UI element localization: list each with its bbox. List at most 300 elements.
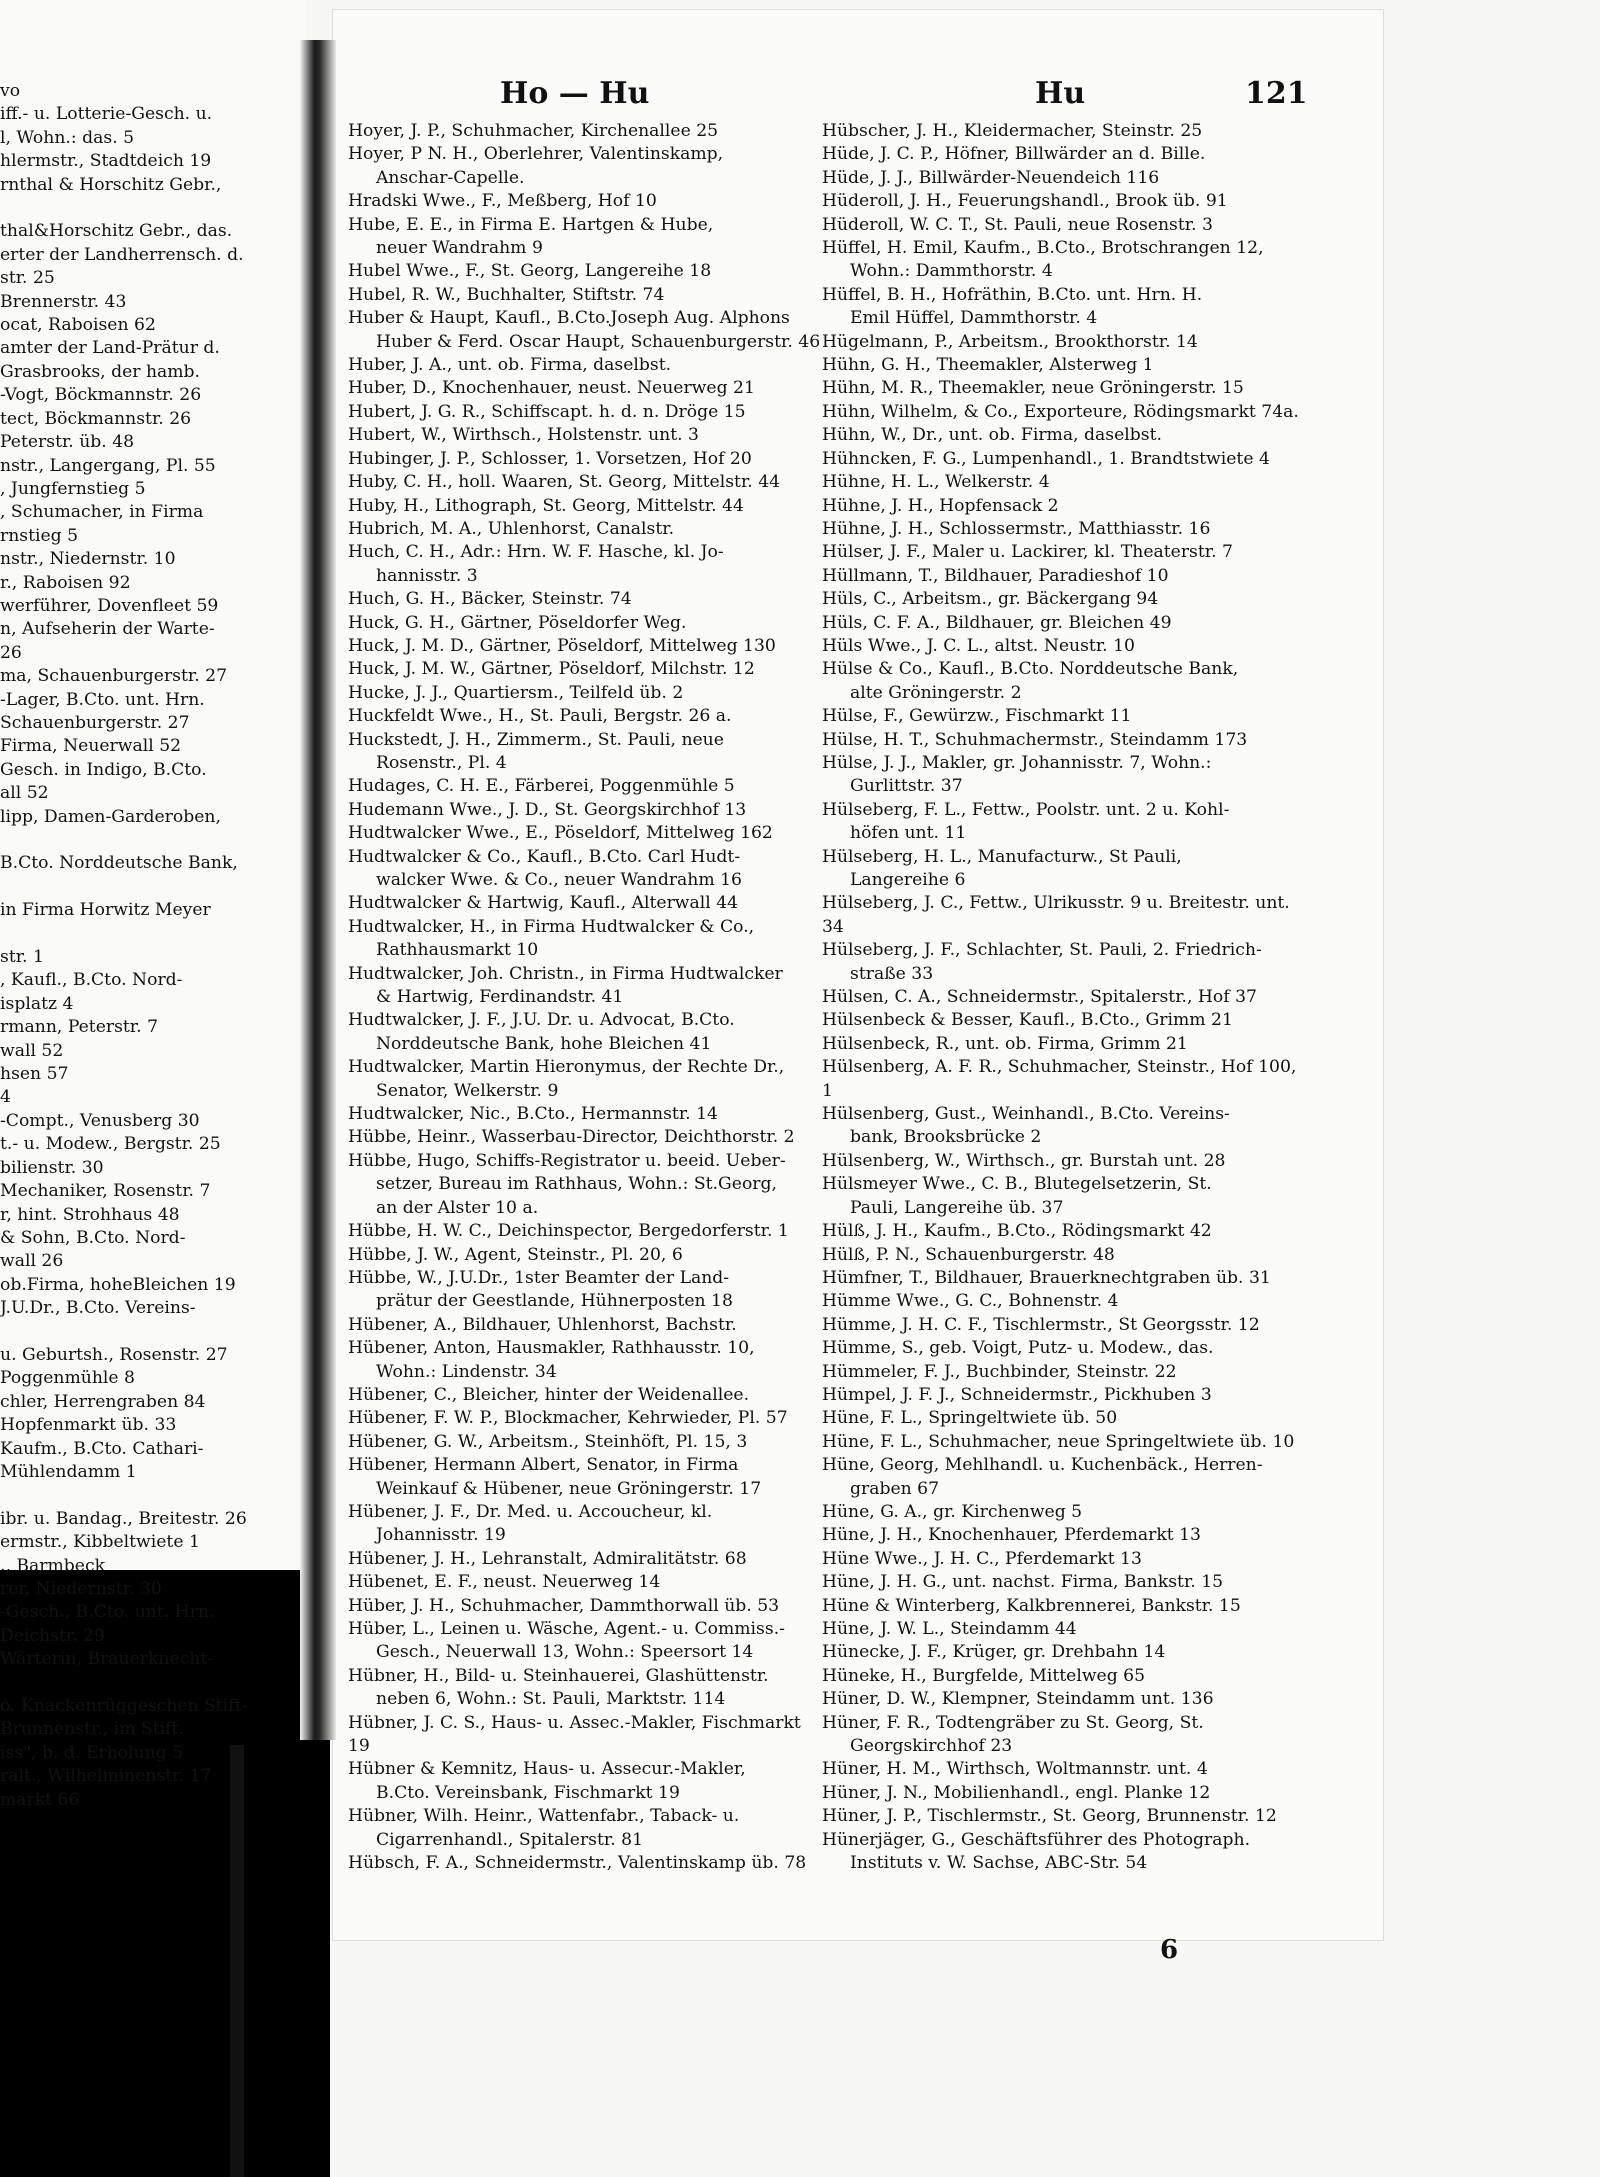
- directory-column-right: [822, 120, 1302, 1875]
- fragment-line: -Compt., Venusberg 30: [0, 1110, 200, 1131]
- directory-entry: [348, 260, 823, 283]
- entry-line: Hülsmeyer Wwe., C. B., Blutegelsetzerin, St.: [822, 1174, 1212, 1195]
- directory-entry: [348, 354, 823, 377]
- fragment-line: rnstieg 5: [0, 525, 79, 546]
- entry-line: Hühn, Wilhelm, & Co., Exporteure, Rödingsmarkt 74a.: [822, 401, 1299, 422]
- entry-line: Hudtwalcker, H., in Firma Hudtwalcker & Co.,: [348, 916, 755, 937]
- entry-line: Hülseberg, H. L., Manufacturw., St Pauli,: [822, 846, 1182, 867]
- fragment-line: -Lager, B.Cto. unt. Hrn.: [0, 689, 205, 710]
- entry-line: Hühn, M. R., Theemakler, neue Gröningerstr. 15: [822, 378, 1244, 399]
- entry-continuation: & Hartwig, Ferdinandstr. 41: [376, 987, 624, 1008]
- fragment-line: wall 52: [0, 1040, 64, 1061]
- book-gutter: [300, 40, 336, 1740]
- directory-entry: [348, 1805, 823, 1852]
- entry-continuation: bank, Brooksbrücke 2: [850, 1127, 1042, 1148]
- entry-line: Hülsenbeck, R., unt. ob. Firma, Grimm 21: [822, 1033, 1188, 1054]
- directory-entry: [348, 1056, 823, 1103]
- entry-line: Hülsenberg, A. F. R., Schuhmacher, Steinstr., Hof 100, 1: [822, 1057, 1302, 1101]
- entry-line: Hüne Wwe., J. H. C., Pferdemarkt 13: [822, 1548, 1142, 1569]
- directory-entry: [822, 752, 1302, 799]
- fragment-line: all 52: [0, 783, 49, 804]
- directory-entry: [822, 986, 1302, 1009]
- directory-entry: [348, 799, 823, 822]
- entry-continuation: Langereihe 6: [850, 870, 966, 890]
- entry-line: Hudtwalcker, Nic., B.Cto., Hermannstr. 14: [348, 1104, 718, 1125]
- entry-line: Hoyer, J. P., Schuhmacher, Kirchenallee 25: [348, 121, 719, 141]
- entry-continuation: Rosenstr., Pl. 4: [376, 752, 507, 773]
- entry-line: Hünerjäger, G., Geschäftsführer des Photograph.: [822, 1829, 1251, 1850]
- entry-continuation: Pauli, Langereihe üb. 37: [850, 1197, 1064, 1218]
- directory-entry: [348, 1103, 823, 1126]
- directory-entry: [822, 658, 1302, 705]
- running-head-right: Hu: [1035, 76, 1086, 111]
- directory-entry: [348, 541, 823, 588]
- directory-entry: [348, 401, 823, 424]
- directory-entry: [822, 120, 1302, 143]
- entry-continuation: Johannisstr. 19: [376, 1525, 506, 1546]
- directory-entry: [348, 588, 823, 611]
- entry-line: Hülse, H. T., Schuhmachermstr., Steindamm 173: [822, 729, 1248, 750]
- fragment-line: J.U.Dr., B.Cto. Vereins-: [0, 1298, 196, 1319]
- fragment-line: ob.Firma, hoheBleichen 19: [0, 1274, 236, 1295]
- entry-line: Hübener, Anton, Hausmakler, Rathhausstr. 10,: [348, 1338, 755, 1359]
- fragment-line: [0, 1321, 300, 1344]
- fragment-line: Grasbrooks, der hamb.: [0, 361, 201, 382]
- directory-entry: [822, 1454, 1302, 1501]
- entry-line: Huckfeldt Wwe., H., St. Pauli, Bergstr. 26 a.: [348, 706, 732, 727]
- fragment-line: ibr. u. Bandag., Breitestr. 26: [0, 1508, 247, 1529]
- entry-continuation: Gesch., Neuerwall 13, Wohn.: Speersort 14: [376, 1642, 754, 1663]
- fragment-line: Peterstr. üb. 48: [0, 432, 135, 453]
- directory-entry: [348, 1150, 823, 1220]
- entry-continuation: B.Cto. Vereinsbank, Fischmarkt 19: [376, 1782, 680, 1803]
- entry-line: Hülß, J. H., Kaufm., B.Cto., Rödingsmarkt 42: [822, 1221, 1212, 1242]
- directory-entry: [822, 214, 1302, 237]
- entry-line: Hübener, A., Bildhauer, Uhlenhorst, Bachstr.: [348, 1314, 737, 1335]
- fragment-line: bilienstr. 30: [0, 1157, 104, 1178]
- entry-continuation: Rathhausmarkt 10: [376, 940, 539, 961]
- entry-continuation: Wohn.: Lindenstr. 34: [376, 1361, 557, 1382]
- directory-entry: [822, 588, 1302, 611]
- entry-line: Hüner, J. P., Tischlermstr., St. Georg, Brunnenstr. 12: [822, 1806, 1277, 1827]
- directory-entry: [348, 658, 823, 681]
- directory-entry: [822, 635, 1302, 658]
- directory-entry: [348, 1712, 823, 1759]
- entry-line: Hübener, Hermann Albert, Senator, in Firma: [348, 1455, 739, 1476]
- entry-line: Huck, J. M. W., Gärtner, Pöseldorf, Milchstr. 12: [348, 659, 755, 680]
- entry-line: Hüne, G. A., gr. Kirchenweg 5: [822, 1501, 1083, 1522]
- entry-continuation: setzer, Bureau im Rathhaus, Wohn.: St.Georg,: [376, 1174, 777, 1195]
- fragment-line: lipp, Damen-Garderoben,: [0, 806, 221, 827]
- entry-line: Hümme Wwe., G. C., Bohnenstr. 4: [822, 1291, 1119, 1312]
- fragment-line: -Gesch., B.Cto. unt. Hrn.: [0, 1602, 215, 1623]
- entry-line: Hüls, C., Arbeitsm., gr. Bäckergang 94: [822, 589, 1159, 610]
- running-head-left: Ho — Hu: [500, 76, 650, 111]
- entry-line: Hülsenberg, Gust., Weinhandl., B.Cto. Vereins-: [822, 1104, 1230, 1125]
- directory-entry: [822, 1361, 1302, 1384]
- fragment-line: rnthal & Horschitz Gebr.,: [0, 174, 222, 195]
- entry-line: Hübener, C., Bleicher, hinter der Weidenallee.: [348, 1384, 750, 1405]
- directory-entry: [348, 1431, 823, 1454]
- fragment-line: vo: [0, 81, 21, 101]
- directory-entry: [822, 846, 1302, 893]
- entry-line: Hüde, J. C. P., Höfner, Billwärder an d. Bille.: [822, 144, 1206, 165]
- entry-line: Hübener, G. W., Arbeitsm., Steinhöft, Pl. 15, 3: [348, 1431, 748, 1452]
- directory-entry: [348, 1595, 823, 1618]
- entry-line: Hümmeler, F. J., Buchbinder, Steinstr. 22: [822, 1361, 1177, 1382]
- entry-line: Hudtwalcker, J. F., J.U. Dr. u. Advocat, B.Cto.: [348, 1010, 735, 1031]
- entry-line: Hübscher, J. H., Kleidermacher, Steinstr. 25: [822, 121, 1203, 141]
- fragment-line: B.Cto. Norddeutsche Bank,: [0, 853, 238, 874]
- entry-line: Hubinger, J. P., Schlosser, 1. Vorsetzen, Hof 20: [348, 448, 752, 469]
- directory-entry: [348, 1220, 823, 1243]
- directory-entry: [348, 377, 823, 400]
- entry-line: Hübener, F. W. P., Blockmacher, Kehrwieder, Pl. 57: [348, 1408, 788, 1429]
- directory-entry: [348, 471, 823, 494]
- entry-continuation: walcker Wwe. & Co., neuer Wandrahm 16: [376, 870, 742, 890]
- directory-entry: [348, 120, 823, 143]
- entry-line: Hüner, H. M., Wirthsch, Woltmannstr. unt. 4: [822, 1759, 1208, 1780]
- directory-entry: [822, 1688, 1302, 1711]
- entry-continuation: Instituts v. W. Sachse, ABC-Str. 54: [850, 1853, 1148, 1874]
- entry-line: Hübener, J. H., Lehranstalt, Admiralitätstr. 68: [348, 1548, 747, 1569]
- directory-entry: [822, 1033, 1302, 1056]
- fragment-line: l, Wohn.: das. 5: [0, 127, 135, 148]
- entry-line: Huber & Haupt, Kaufl., B.Cto.Joseph Aug. Alphons: [348, 308, 790, 329]
- directory-entry: [348, 424, 823, 447]
- directory-entry: [822, 448, 1302, 471]
- entry-line: Hüne & Winterberg, Kalkbrennerei, Bankstr. 15: [822, 1595, 1241, 1616]
- fragment-line: Mühlendamm 1: [0, 1461, 137, 1482]
- fragment-line: Mechaniker, Rosenstr. 7: [0, 1181, 211, 1202]
- directory-entry: [822, 1501, 1302, 1524]
- directory-entry: [348, 1618, 823, 1665]
- fragment-line: Hopfenmarkt üb. 33: [0, 1415, 177, 1436]
- directory-entry: [822, 1665, 1302, 1688]
- entry-continuation: hannisstr. 3: [376, 565, 478, 586]
- directory-entry: [348, 963, 823, 1010]
- directory-entry: [822, 1220, 1302, 1243]
- fragment-line: str. 25: [0, 268, 55, 289]
- entry-line: Hüner, J. N., Mobilienhandl., engl. Planke 12: [822, 1782, 1211, 1803]
- directory-entry: [348, 1126, 823, 1149]
- entry-line: Hüber, L., Leinen u. Wäsche, Agent.- u. Commiss.-: [348, 1619, 785, 1639]
- entry-line: Hübbe, W., J.U.Dr., 1ster Beamter der Land-: [348, 1267, 730, 1288]
- directory-column-left: [348, 120, 823, 1875]
- entry-line: Hübner, J. C. S., Haus- u. Assec.-Makler, Fischmarkt 19: [348, 1712, 807, 1757]
- entry-line: Huby, H., Lithograph, St. Georg, Mittelstr. 44: [348, 495, 744, 516]
- directory-entry: [822, 1571, 1302, 1594]
- entry-line: Hühncken, F. G., Lumpenhandl., 1. Brandtstwiete 4: [822, 448, 1270, 469]
- entry-line: Hümme, S., geb. Voigt, Putz- u. Modew., das.: [822, 1338, 1214, 1359]
- entry-line: Huch, G. H., Bäcker, Steinstr. 74: [348, 589, 632, 610]
- directory-entry: [348, 892, 823, 915]
- directory-entry: [822, 541, 1302, 564]
- entry-line: Hüls, C. F. A., Bildhauer, gr. Bleichen 49: [822, 612, 1172, 633]
- fragment-line: hlermstr., Stadtdeich 19: [0, 151, 212, 172]
- fragment-line: 4: [0, 1087, 11, 1108]
- directory-entry: [348, 1384, 823, 1407]
- fragment-line: Gesch. in Indigo, B.Cto.: [0, 759, 207, 780]
- directory-entry: [822, 1641, 1302, 1664]
- directory-entry: [822, 471, 1302, 494]
- entry-continuation: graben 67: [850, 1478, 940, 1499]
- fragment-line: [0, 829, 300, 852]
- directory-entry: [822, 1805, 1302, 1828]
- entry-continuation: alte Gröningerstr. 2: [850, 682, 1022, 703]
- entry-continuation: höfen unt. 11: [850, 823, 967, 844]
- entry-line: Hülsen, C. A., Schneidermstr., Spitalerstr., Hof 37: [822, 987, 1257, 1008]
- fragment-line: , Jungfernstieg 5: [0, 478, 146, 499]
- entry-line: Hüne, J. H. G., unt. nachst. Firma, Bankstr. 15: [822, 1572, 1224, 1593]
- entry-line: Hülsenberg, W., Wirthsch., gr. Burstah unt. 28: [822, 1150, 1226, 1171]
- entry-line: Hüne, J. H., Knochenhauer, Pferdemarkt 13: [822, 1525, 1201, 1546]
- directory-entry: [348, 1665, 823, 1712]
- fragment-line: & Sohn, B.Cto. Nord-: [0, 1227, 186, 1248]
- fragment-line: o. Knackenrüggeschen Stift-: [0, 1696, 248, 1717]
- entry-line: Hübner, Wilh. Heinr., Wattenfabr., Taback- u.: [348, 1806, 740, 1827]
- directory-entry: [822, 1150, 1302, 1173]
- directory-entry: [822, 1829, 1302, 1876]
- directory-entry: [822, 729, 1302, 752]
- directory-entry: [822, 1384, 1302, 1407]
- fragment-line: in Firma Horwitz Meyer: [0, 900, 211, 921]
- directory-entry: [822, 331, 1302, 354]
- directory-entry: [348, 682, 823, 705]
- entry-continuation: prätur der Geestlande, Hühnerposten 18: [376, 1291, 733, 1312]
- entry-line: Hüneke, H., Burgfelde, Mittelweg 65: [822, 1665, 1146, 1686]
- directory-entry: [822, 892, 1302, 939]
- directory-entry: [822, 1056, 1302, 1103]
- entry-line: Hudages, C. H. E., Färberei, Poggenmühle 5: [348, 776, 735, 797]
- entry-line: Hüne, Georg, Mehlhandl. u. Kuchenbäck., Herren-: [822, 1455, 1263, 1476]
- entry-line: Hühn, W., Dr., unt. ob. Firma, daselbst.: [822, 425, 1162, 446]
- directory-entry: [348, 143, 823, 190]
- directory-entry: [348, 1758, 823, 1805]
- directory-entry: [348, 705, 823, 728]
- entry-line: Hüber, J. H., Schuhmacher, Dammthorwall üb. 53: [348, 1595, 780, 1616]
- entry-line: Huch, C. H., Adr.: Hrn. W. F. Hasche, kl. Jo-: [348, 542, 724, 563]
- fragment-line: Kaufm., B.Cto. Cathari-: [0, 1438, 204, 1459]
- entry-line: Hülse, F., Gewürzw., Fischmarkt 11: [822, 706, 1132, 727]
- fragment-line: Brennerstr. 43: [0, 291, 127, 312]
- directory-entry: [822, 1618, 1302, 1641]
- entry-continuation: Emil Hüffel, Dammthorstr. 4: [850, 308, 1098, 329]
- entry-line: Hügelmann, P., Arbeitsm., Brookthorstr. 14: [822, 331, 1198, 352]
- entry-line: Hudemann Wwe., J. D., St. Georgskirchhof 13: [348, 799, 747, 820]
- directory-entry: [348, 495, 823, 518]
- directory-entry: [822, 1337, 1302, 1360]
- directory-entry: [822, 143, 1302, 166]
- directory-entry: [822, 1009, 1302, 1032]
- entry-line: Hülsenbeck & Besser, Kaufl., B.Cto., Grimm 21: [822, 1010, 1233, 1031]
- entry-line: Hübsch, F. A., Schneidermstr., Valentinskamp üb. 78: [348, 1853, 807, 1874]
- fragment-line: iff.- u. Lotterie-Gesch. u.: [0, 104, 213, 125]
- entry-line: Hülß, P. N., Schauenburgerstr. 48: [822, 1244, 1115, 1265]
- directory-entry: [348, 1852, 823, 1875]
- directory-entry: [822, 1524, 1302, 1547]
- directory-entry: [822, 1548, 1302, 1571]
- entry-line: Hülse, J. J., Makler, gr. Johannisstr. 7, Wohn.:: [822, 752, 1212, 773]
- entry-line: Hüde, J. J., Billwärder-Neuendeich 116: [822, 167, 1160, 188]
- entry-line: Huber, J. A., unt. ob. Firma, daselbst.: [348, 355, 672, 376]
- directory-entry: [348, 916, 823, 963]
- directory-entry: [348, 846, 823, 893]
- directory-entry: [822, 612, 1302, 635]
- fragment-line: amter der Land-Prätur d.: [0, 338, 220, 359]
- fragment-line: Poggenmühle 8: [0, 1368, 135, 1389]
- left-page-fragment: [0, 80, 300, 1812]
- fragment-line: werführer, Dovenfleet 59: [0, 595, 219, 616]
- entry-line: Hubert, W., Wirthsch., Holstenstr. unt. 3: [348, 425, 699, 446]
- fragment-line: Wärterin, Brauerknecht-: [0, 1649, 214, 1670]
- entry-line: Hradski Wwe., F., Meßberg, Hof 10: [348, 191, 657, 212]
- directory-entry: [822, 1407, 1302, 1430]
- directory-entry: [348, 214, 823, 261]
- directory-entry: [822, 495, 1302, 518]
- directory-entry: [822, 939, 1302, 986]
- directory-entry: [348, 284, 823, 307]
- directory-entry: [348, 1009, 823, 1056]
- fragment-line: [0, 923, 300, 946]
- entry-line: Hoyer, P N. H., Oberlehrer, Valentinskamp,: [348, 144, 724, 165]
- fragment-line: thal&Horschitz Gebr., das.: [0, 221, 233, 242]
- entry-line: Hubel Wwe., F., St. Georg, Langereihe 18: [348, 261, 712, 282]
- directory-entry: [822, 354, 1302, 377]
- entry-continuation: neuer Wandrahm 9: [376, 238, 543, 259]
- directory-entry: [348, 1267, 823, 1314]
- entry-line: Hülse & Co., Kaufl., B.Cto. Norddeutsche Bank,: [822, 659, 1239, 680]
- directory-entry: [348, 729, 823, 776]
- fragment-line: markt 66: [0, 1789, 80, 1810]
- fragment-line: tect, Böckmannstr. 26: [0, 408, 192, 429]
- entry-line: Hübner & Kemnitz, Haus- u. Assecur.-Makler,: [348, 1759, 746, 1780]
- entry-continuation: neben 6, Wohn.: St. Pauli, Marktstr. 114: [376, 1689, 726, 1710]
- entry-line: Huby, C. H., holl. Waaren, St. Georg, Mittelstr. 44: [348, 472, 781, 493]
- fragment-line: isplatz 4: [0, 993, 74, 1014]
- directory-entry: [822, 705, 1302, 728]
- entry-continuation: Anschar-Capelle.: [376, 167, 525, 188]
- fragment-line: ocat, Raboisen 62: [0, 315, 156, 336]
- directory-entry: [822, 1782, 1302, 1805]
- directory-entry: [822, 1267, 1302, 1290]
- entry-line: Hubel, R. W., Buchhalter, Stiftstr. 74: [348, 284, 665, 305]
- fragment-line: [0, 1672, 300, 1695]
- entry-line: Hüner, D. W., Klempner, Steindamm unt. 136: [822, 1689, 1214, 1710]
- entry-line: Hüls Wwe., J. C. L., altst. Neustr. 10: [822, 635, 1135, 656]
- fragment-line: 26: [0, 642, 22, 663]
- entry-line: Hühne, J. H., Schlossermstr., Matthiasstr. 16: [822, 518, 1211, 539]
- fragment-line: hsen 57: [0, 1064, 69, 1085]
- directory-entry: [822, 1712, 1302, 1759]
- directory-entry: [348, 1548, 823, 1571]
- fragment-line: [0, 197, 300, 220]
- directory-entry: [822, 1758, 1302, 1781]
- fragment-line: [0, 1484, 300, 1507]
- directory-entry: [348, 518, 823, 541]
- entry-line: Huber, D., Knochenhauer, neust. Neuerweg 21: [348, 378, 755, 399]
- directory-entry: [348, 190, 823, 213]
- entry-line: Hübbe, J. W., Agent, Steinstr., Pl. 20, 6: [348, 1244, 683, 1265]
- entry-continuation: straße 33: [850, 963, 934, 984]
- entry-line: Hubert, J. G. R., Schiffscapt. h. d. n. Dröge 15: [348, 401, 746, 422]
- entry-continuation: Senator, Welkerstr. 9: [376, 1080, 559, 1101]
- fragment-line: Firma, Neuerwall 52: [0, 736, 182, 757]
- fragment-line: r, hint. Strohhaus 48: [0, 1204, 180, 1225]
- fragment-line: erter der Landherrensch. d.: [0, 244, 244, 265]
- entry-line: Hüffel, B. H., Hofräthin, B.Cto. unt. Hrn. H.: [822, 284, 1203, 305]
- entry-continuation: an der Alster 10 a.: [376, 1197, 539, 1218]
- directory-entry: [822, 424, 1302, 447]
- entry-continuation: Cigarrenhandl., Spitalerstr. 81: [376, 1829, 644, 1850]
- entry-line: Hühne, J. H., Hopfensack 2: [822, 495, 1059, 516]
- fragment-line: ma, Schauenburgerstr. 27: [0, 666, 228, 687]
- entry-continuation: Georgskirchhof 23: [850, 1736, 1013, 1757]
- directory-entry: [348, 775, 823, 798]
- directory-entry: [822, 1595, 1302, 1618]
- directory-entry: [822, 1314, 1302, 1337]
- entry-continuation: Huber & Ferd. Oscar Haupt, Schauenburgerstr. 46: [376, 331, 821, 352]
- directory-entry: [348, 1337, 823, 1384]
- directory-entry: [822, 167, 1302, 190]
- directory-entry: [822, 1431, 1302, 1454]
- fragment-line: rer, Niedernstr. 30: [0, 1579, 162, 1599]
- entry-line: Hülseberg, J. F., Schlachter, St. Pauli, 2. Friedrich-: [822, 940, 1262, 961]
- entry-line: Hüderoll, W. C. T., St. Pauli, neue Rosenstr. 3: [822, 214, 1213, 235]
- directory-entry: [822, 1290, 1302, 1313]
- signature-mark: 6: [1160, 1935, 1179, 1965]
- fragment-line: ermstr., Kibbeltwiete 1: [0, 1532, 200, 1553]
- entry-line: Hünecke, J. F., Krüger, gr. Drehbahn 14: [822, 1642, 1166, 1663]
- entry-line: Hudtwalcker & Co., Kaufl., B.Cto. Carl Hudt-: [348, 846, 741, 867]
- entry-line: Hudtwalcker & Hartwig, Kaufl., Alterwall 44: [348, 893, 739, 914]
- entry-line: Hüne, J. W. L., Steindamm 44: [822, 1619, 1077, 1639]
- entry-line: Hubrich, M. A., Uhlenhorst, Canalstr.: [348, 518, 675, 539]
- directory-entry: [348, 1501, 823, 1548]
- entry-continuation: Weinkauf & Hübener, neue Gröningerstr. 17: [376, 1478, 762, 1499]
- entry-line: Hudtwalcker, Martin Hieronymus, der Rechte Dr.,: [348, 1057, 785, 1078]
- directory-entry: [348, 1407, 823, 1430]
- entry-continuation: Wohn.: Dammthorstr. 4: [850, 261, 1053, 282]
- fragment-line: nstr., Langergang, Pl. 55: [0, 455, 216, 476]
- directory-entry: [348, 1244, 823, 1267]
- fragment-line: Brunnenstr., im Stift.: [0, 1719, 184, 1740]
- fragment-line: , Kaufl., B.Cto. Nord-: [0, 970, 183, 991]
- directory-entry: [348, 822, 823, 845]
- fragment-line: n, Aufseherin der Warte-: [0, 619, 215, 640]
- entry-line: Hübbe, H. W. C., Deichinspector, Bergedorferstr. 1: [348, 1221, 789, 1242]
- entry-line: Hüllmann, T., Bildhauer, Paradieshof 10: [822, 565, 1169, 586]
- fragment-line: Schauenburgerstr. 27: [0, 712, 190, 733]
- directory-entry: [348, 1454, 823, 1501]
- fragment-line: u. Geburtsh., Rosenstr. 27: [0, 1344, 228, 1365]
- entry-line: Hümpel, J. F. J., Schneidermstr., Pickhuben 3: [822, 1384, 1212, 1405]
- fragment-line: rmann, Peterstr. 7: [0, 1017, 159, 1038]
- entry-line: Hümme, J. H. C. F., Tischlermstr., St Georgsstr. 12: [822, 1314, 1260, 1335]
- entry-line: Huck, G. H., Gärtner, Pöseldorfer Weg.: [348, 612, 687, 633]
- entry-line: Hudtwalcker, Joh. Christn., in Firma Hudtwalcker: [348, 963, 783, 984]
- entry-line: Hühne, H. L., Welkerstr. 4: [822, 472, 1050, 493]
- entry-line: Hülseberg, J. C., Fettw., Ulrikusstr. 9 u. Breitestr. unt. 34: [822, 893, 1296, 937]
- entry-line: Hüne, F. L., Springeltwiete üb. 50: [822, 1408, 1118, 1429]
- entry-line: Hübbe, Hugo, Schiffs-Registrator u. beeid. Ueber-: [348, 1150, 786, 1171]
- fragment-line: nstr., Niedernstr. 10: [0, 549, 176, 570]
- directory-entry: [822, 1244, 1302, 1267]
- directory-entry: [822, 401, 1302, 424]
- entry-line: Hübenet, E. F., neust. Neuerweg 14: [348, 1572, 661, 1593]
- entry-line: Hühn, G. H., Theemakler, Alsterweg 1: [822, 355, 1154, 376]
- fragment-line: t.- u. Modew., Bergstr. 25: [0, 1134, 221, 1155]
